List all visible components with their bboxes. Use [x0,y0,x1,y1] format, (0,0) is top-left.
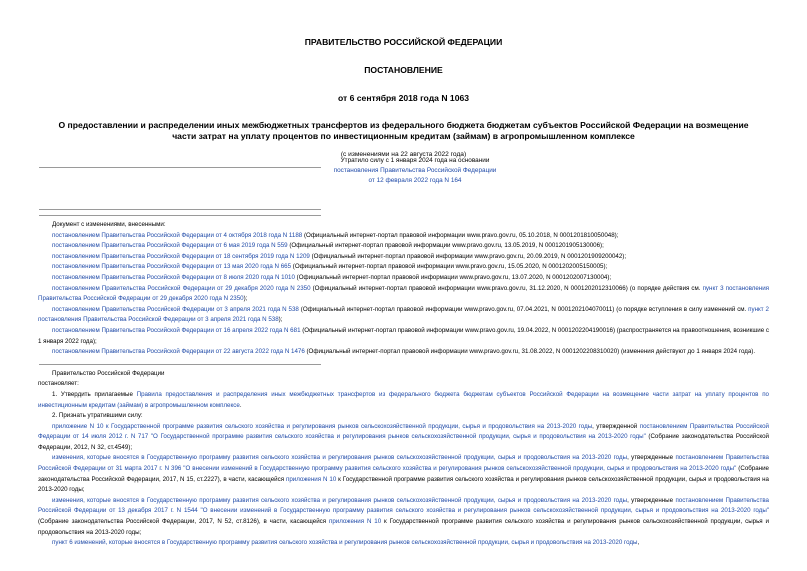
amendments-list [38,220,769,358]
revision-note: (с изменениями на 22 августа 2022 года) [340,151,467,158]
lost-force-note [270,156,560,186]
lost-force-link[interactable]: постановления Правительства Российской Федерации [333,167,497,174]
list-item: постановлением Правительства Российской Федерации от 29 декабря 2020 года N 2350 (Официальный интернет-портал правовой информации www.pravo.gov.ru, 31.12.2020, N 0001202012310066) (о порядке действия см. пункт 3 постановления Правительства Российской Федерации от 29 декабря 2020 года N 2350); [38,284,769,303]
appendix-link[interactable]: приложения N 10 [329,518,382,526]
rules-link[interactable]: Правила предоставления и распределения иных межбюджетных трансфертов из федерального бюджета бюджетам субъектов Российской Федерации на возмещение части затрат на уплату процентов по инвестиционным кредитам (займам) в агропромышленном комплексе [38,390,769,409]
amendment-link[interactable]: постановлением Правительства Российской Федерации от 6 мая 2019 года N 559 [52,242,288,250]
lost-force-link-date[interactable]: от 12 февраля 2022 года N 164 [368,177,462,184]
resolution-link[interactable]: постановлением Правительства Российской Федерации от 14 июля 2012 г. N 717 "О Государственной программе развития сельского хозяйства и регулирования рынков сельскохозяйственной продукции, сырья и продовольствия на 2013-2020 годы" [38,422,769,441]
amendment-link[interactable]: постановлением Правительства Российской Федерации от 13 мая 2020 года N 665 [52,263,292,271]
separator-line [39,209,321,210]
separator-line [39,364,321,365]
paragraph-4: изменения, которые вносятся в Государственную программу развития сельского хозяйства и регулирования рынков сельскохозяйственной продукции, сырья и продовольствия на 2013-2020 годы, утвержденные постановлением Правительства Российской Федерации от 31 марта 2017 г. N 396 "О внесении изменений в Государственную программу развития сельского хозяйства и регулирования рынков сельскохозяйственной продукции, сырья и продовольствия на 2013-2020 годы" (Собрание законодательства Российской Федерации, 2017, N 15, ст.2227), в части, касающейся приложения N 10 к Государственной программе развития сельского хозяйства и регулирования рынков сельскохозяйственной продукции, сырья и продовольствия на 2013-2020 годы; [38,454,769,494]
paragraph-6: пункт 6 изменений, которые вносятся в Государственную программу развития сельского хозяйства и регулирования рынков сельскохозяйственной продукции, сырья и продовольствия на 2013-2020 годы, [52,539,640,547]
government-label: Правительство Российской Федерации [52,369,165,377]
paragraph-5: изменения, которые вносятся в Государственную программу развития сельского хозяйства и регулирования рынков сельскохозяйственной продукции, сырья и продовольствия на 2013-2020 годы, утвержденные постановлением Правительства Российской Федерации от 13 декабря 2017 г. N 1544 "О внесении изменений в Государственную программу развития сельского хозяйства и регулирования рынков сельскохозяйственной продукции, сырья и продовольствия на 2013-2020 годы" (Собрание законодательства Российской Федерации, 2017, N 52, ст.8126), в части, касающейся приложения N 10 к Государственной программе развития сельского хозяйства и регулирования рынков сельскохозяйственной продукции, сырья и продовольствия на 2013-2020 годы; [38,496,769,536]
changes-link[interactable]: изменения, которые вносятся в Государственную программу развития сельского хозяйства и регулирования рынков сельскохозяйственной продукции, сырья и продовольствия на 2013-2020 годы [52,496,628,504]
list-item: постановлением Правительства Российской Федерации от 13 мая 2020 года N 665 (Официальный интернет-портал правовой информации www.pravo.gov.ru, 15.05.2020, N 0001202005150005); [52,263,608,271]
amendment-link[interactable]: постановлением Правительства Российской Федерации от 16 апреля 2022 года N 681 [52,326,301,334]
paragraph-2: 2. Признать утратившими силу: [52,412,143,420]
changes-link[interactable]: пункт 6 изменений, которые вносятся в Государственную программу развития сельского хозяйства и регулирования рынков сельскохозяйственной продукции, сырья и продовольствия на 2013-2020 годы [52,539,638,547]
doc-title: О предоставлении и распределении иных межбюджетных трансфертов из федерального бюджета бюджетам субъектов Российской Федерации на возмещение части затрат на уплату процентов по инвестиционным кредитам (займам) в агропромышленном комплексе [58,120,749,141]
appendix-link[interactable]: приложения N 10 [285,475,337,483]
paragraph-3: приложение N 10 к Государственной программе развития сельского хозяйства и регулирования рынков сельскохозяйственной продукции, сырья и продовольствия на 2013-2020 годы, утвержденной постановлением Правительства Российской Федерации от 14 июля 2012 г. N 717 "О Государственной программе развития сельского хозяйства и регулирования рынков сельскохозяйственной продукции, сырья и продовольствия на 2013-2020 годы" (Собрание законодательства Российской Федерации, 2012, N 32, ст.4549); [38,422,769,451]
changes-link[interactable]: изменения, которые вносятся в Государственную программу развития сельского хозяйства и регулирования рынков сельскохозяйственной продукции, сырья и продовольствия на 2013-2020 годы [52,454,628,462]
doc-type-heading: ПОСТАНОВЛЕНИЕ [364,65,443,75]
amendment-link[interactable]: постановлением Правительства Российской Федерации от 18 сентября 2019 года N 1209 [52,252,310,260]
document-body [38,369,769,549]
doc-date-heading: от 6 сентября 2018 года N 1063 [337,93,470,103]
amendment-link[interactable]: постановлением Правительства Российской Федерации от 22 августа 2022 года N 1476 [52,348,305,356]
amendment-link[interactable]: постановлением Правительства Российской Федерации от 4 октября 2018 года N 1188 [52,231,303,239]
amendments-intro: Документ с изменениями, внесенными: [52,221,166,228]
list-item: постановлением Правительства Российской Федерации от 6 мая 2019 года N 559 (Официальный интернет-портал правовой информации www.pravo.gov.ru, 13.05.2019, N 0001201905130006); [52,242,604,250]
amendment-link[interactable]: постановлением Правительства Российской Федерации от 8 июля 2020 года N 1010 [52,273,295,281]
lost-force-text: Утратило силу с 1 января 2024 года на основании [340,157,490,164]
resolution-link[interactable]: постановлением Правительства Российской Федерации от 13 декабря 2017 г. N 1544 "О внесении изменений в Государственную программу развития сельского хозяйства и регулирования рынков сельскохозяйственной продукции, сырья и продовольствия на 2013-2020 годы" [38,496,769,515]
list-item: постановлением Правительства Российской Федерации от 22 августа 2022 года N 1476 (Официальный интернет-портал правовой информации www.pravo.gov.ru, 31.08.2022, N 0001202208310020) (изменения действуют до 1 января 2024 года). [52,348,756,356]
amendment-sublink[interactable]: пункт 2 постановления Правительства Российской Федерации от 3 апреля 2021 года N 538 [38,305,769,324]
resolution-link[interactable]: постановлением Правительства Российской Федерации от 31 марта 2017 г. N 396 "О внесении изменений в Государственную программу развития сельского хозяйства и регулирования рынков сельскохозяйственной продукции, сырья и продовольствия на 2013-2020 годы" [38,454,769,473]
paragraph-1: 1. Утвердить прилагаемые Правила предоставления и распределения иных межбюджетных трансфертов из федерального бюджета бюджетам субъектов Российской Федерации на возмещение части затрат на уплату процентов по инвестиционным кредитам (займам) в агропромышленном комплексе. [38,390,769,409]
decides-label: постановляет: [38,380,79,388]
issuer-heading: ПРАВИТЕЛЬСТВО РОССИЙСКОЙ ФЕДЕРАЦИИ [304,37,503,47]
list-item: постановлением Правительства Российской Федерации от 16 апреля 2022 года N 681 (Официальный интернет-портал правовой информации www.pravo.gov.ru, 19.04.2022, N 0001202204190016) (распространяется на правоотношения, возникшие с 1 января 2022 года); [38,326,770,345]
separator-line [39,215,321,216]
list-item: постановлением Правительства Российской Федерации от 3 апреля 2021 года N 538 (Официальный интернет-портал правовой информации www.pravo.gov.ru, 07.04.2021, N 0001202104070011) (о порядке вступления в силу изменений см. пункт 2 постановления Правительства Российской Федерации от 3 апреля 2021 года N 538); [38,305,769,324]
list-item: постановлением Правительства Российской Федерации от 18 сентября 2019 года N 1209 (Официальный интернет-портал правовой информации www.pravo.gov.ru, 20.09.2019, N 0001201909200042); [52,252,627,260]
amendment-link[interactable]: постановлением Правительства Российской Федерации от 29 декабря 2020 года N 2350 [52,284,311,292]
amendment-link[interactable]: постановлением Правительства Российской Федерации от 3 апреля 2021 года N 538 [52,305,299,313]
appendix-link[interactable]: приложение N 10 к Государственной программе развития сельского хозяйства и регулирования рынков сельскохозяйственной продукции, сырья и продовольствия на 2013-2020 годы [52,422,593,430]
list-item: постановлением Правительства Российской Федерации от 4 октября 2018 года N 1188 (Официальный интернет-портал правовой информации www.pravo.gov.ru, 05.10.2018, N 0001201810050048); [52,231,619,239]
list-item: постановлением Правительства Российской Федерации от 8 июля 2020 года N 1010 (Официальный интернет-портал правовой информации www.pravo.gov.ru, 13.07.2020, N 0001202007130004); [52,273,612,281]
amendment-sublink[interactable]: пункт 3 постановления Правительства Российской Федерации от 29 декабря 2020 года N 2350 [38,284,769,303]
